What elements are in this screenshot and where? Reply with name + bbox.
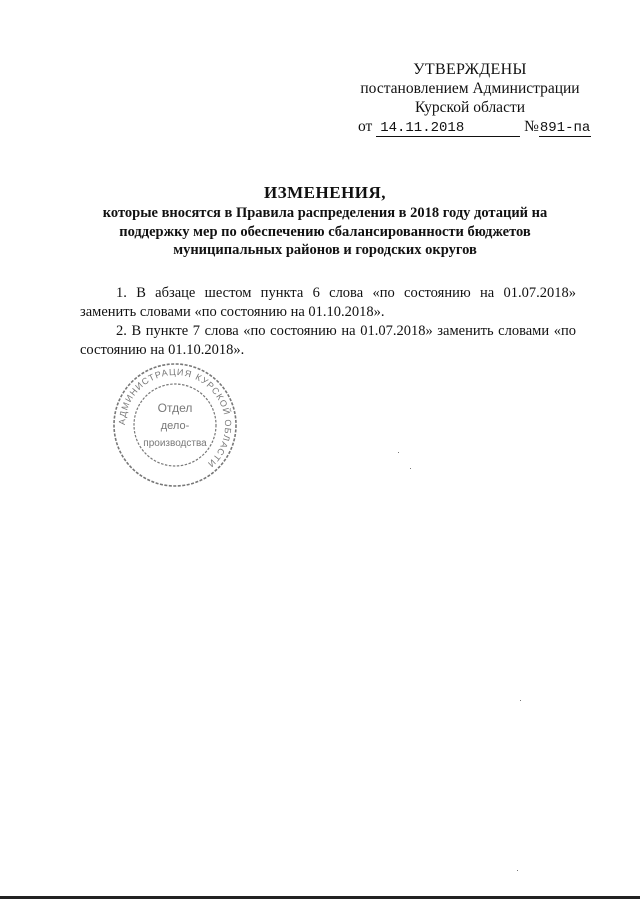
number-value: 891-па: [539, 120, 591, 136]
office-stamp: [110, 360, 240, 490]
document-heading: [70, 182, 580, 260]
heading-subtitle-line-3: муниципальных районов и городских округов: [173, 242, 477, 258]
stamp-line-2: дело-: [160, 420, 190, 432]
document-body: [80, 284, 576, 360]
heading-subtitle-line-1: которые вносятся в Правила распределения в 2018 году дотаций на: [102, 205, 548, 221]
approval-block: [340, 60, 600, 137]
date-prefix: от: [358, 118, 373, 135]
approval-date-row: [340, 117, 600, 137]
approval-line-1: постановлением Администрации: [360, 80, 580, 97]
approval-title: УТВЕРЖДЕНЫ: [413, 61, 527, 78]
date-value: 14.11.2018: [376, 121, 520, 137]
heading-subtitle-line-2: поддержку мер по обеспечению сбалансированности бюджетов: [119, 223, 531, 240]
stamp-line-1: Отдел: [157, 401, 193, 415]
paragraph-1: 1. В абзаце шестом пункта 6 слова «по состоянию на 01.07.2018» заменить словами «по состоянию на 01.10.2018».: [80, 285, 576, 320]
number-prefix: №: [524, 118, 539, 135]
stamp-line-3: производства: [143, 438, 207, 449]
stamp-ring-text: АДМИНИСТРАЦИЯ КУРСКОЙ ОБЛАСТИ: [116, 366, 234, 470]
heading-title: ИЗМЕНЕНИЯ,: [263, 183, 387, 202]
scan-bottom-edge: [0, 896, 640, 899]
approval-line-2: Курской области: [414, 99, 526, 116]
paragraph-2: 2. В пункте 7 слова «по состоянию на 01.07.2018» заменить словами «по состоянию на 01.10.2018».: [80, 323, 576, 358]
